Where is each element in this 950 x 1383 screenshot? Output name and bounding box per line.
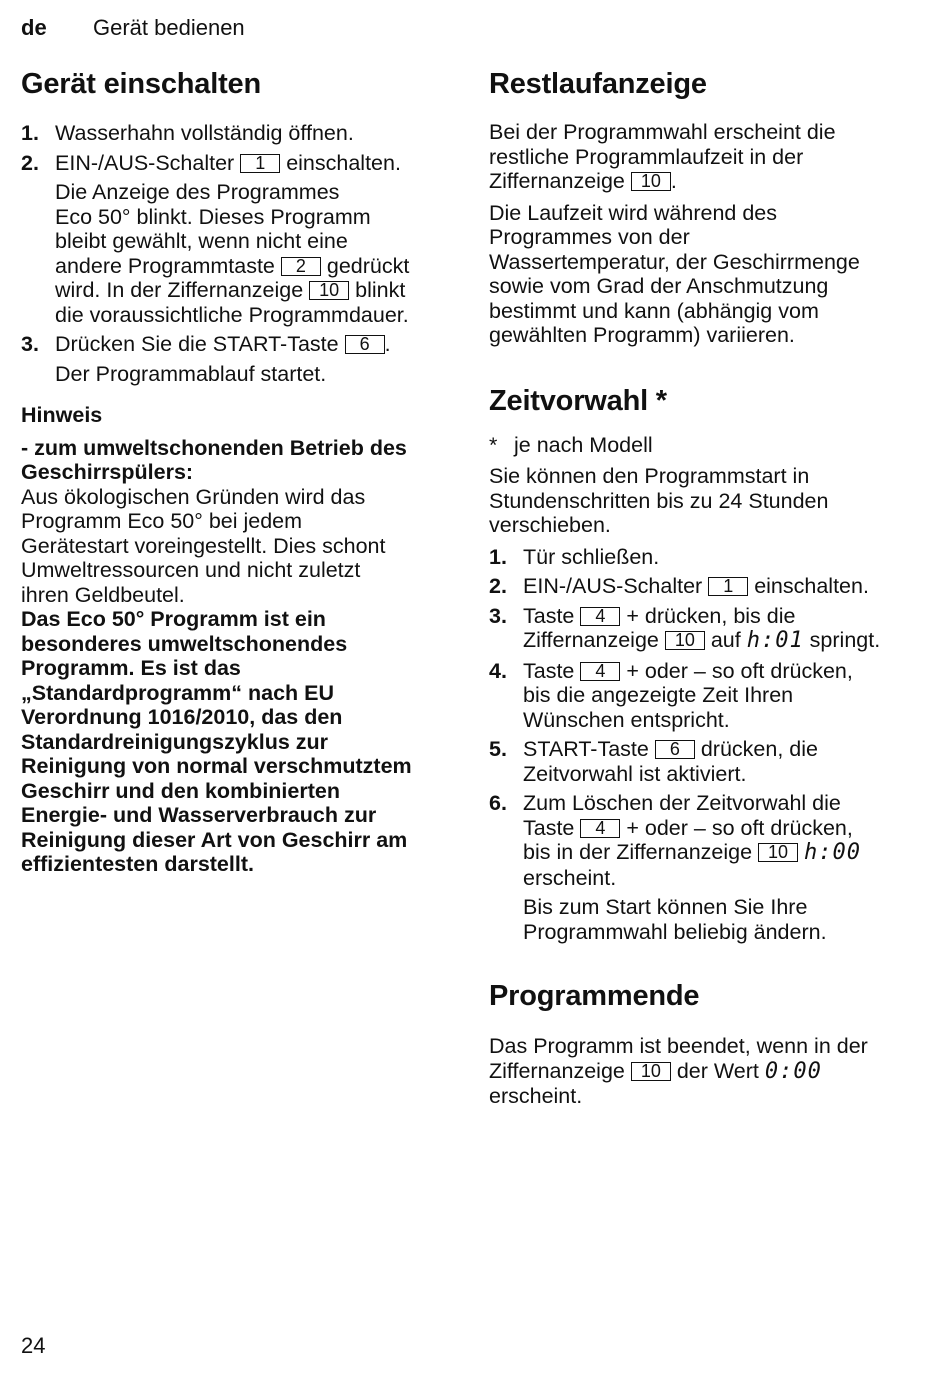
list-item: 3. Taste 4 + drücken, bis die Ziffernanzeige 10 auf h:01 springt.	[489, 603, 881, 653]
page-header	[21, 14, 245, 42]
list-item	[21, 151, 461, 328]
end-paragraph: Das Programm ist beendet, wenn in der Ziffernanzeige 10 der Wert 0:00 erscheint.	[489, 1034, 868, 1108]
step-text: Wasserhahn vollständig öffnen.	[55, 121, 354, 145]
rest-paragraph-1: Bei der Programmwahl erscheint die restliche Programmlaufzeit in der Ziffernanzeige 10 .	[489, 120, 836, 193]
key-symbol: 10	[665, 631, 705, 650]
list-item: 2. EIN-/AUS-Schalter 1 einschalten.	[489, 574, 869, 598]
list-item: 5. START-Taste 6 drücken, die Zeitvorwahl ist aktiviert.	[489, 737, 818, 786]
hint-subtitle: - zum umweltschonenden Betrieb des Geschirrspülers:	[21, 435, 407, 484]
key-symbol: 6	[655, 740, 695, 759]
list-item	[21, 332, 461, 386]
heading-zeitvorwahl: Zeitvorwahl *	[489, 384, 667, 417]
model-note: * je nach Modell	[489, 432, 653, 457]
rest-paragraph-2: Die Laufzeit wird während des Programmes von der Wassertemperatur, der Geschirrmenge sowie vom Grad der Anschmutzung bestimmt und kann (abhängig vom gewählten Programm) variieren.	[489, 200, 860, 347]
key-symbol: 6	[345, 335, 385, 354]
step-text: EIN-/AUS-Schalter 1 einschalten.	[55, 150, 401, 175]
key-symbol: 10	[631, 172, 671, 191]
key-symbol: 1	[708, 577, 748, 596]
key-symbol: 4	[580, 819, 620, 838]
heading-programmende: Programmende	[489, 980, 700, 1012]
display-readout: h:00	[804, 840, 862, 865]
key-symbol: 1	[240, 154, 280, 173]
step-text: Drücken Sie die START-Taste 6 .	[55, 332, 391, 356]
step-number: 1.	[21, 121, 39, 145]
step-number: 3.	[21, 332, 39, 356]
list-item: 1. Tür schließen.	[489, 544, 660, 569]
display-readout: h:01	[746, 628, 804, 653]
key-symbol: 10	[631, 1062, 671, 1081]
hint-title: Hinweis	[21, 403, 103, 427]
left-column	[21, 66, 461, 877]
list-item: 4. Taste 4 + oder – so oft drücken, bis die angezeigte Zeit Ihren Wünschen entspricht.	[489, 658, 853, 732]
page-number: 24	[21, 1333, 46, 1358]
step-subtext: Die Anzeige des Programmes Eco 50° blinkt. Dieses Programm bleibt gewählt, wenn nicht eine andere Programmtaste 2 gedrückt wird. In der Ziffernanzeige 10 blinkt die voraussichtliche Programmdauer.	[55, 180, 410, 327]
key-symbol: 10	[758, 843, 798, 862]
display-readout: 0:00	[764, 1058, 822, 1084]
switch-on-steps	[21, 121, 461, 386]
key-symbol: 4	[580, 662, 620, 681]
heading-geraet-einschalten: Gerät einschalten	[21, 68, 261, 100]
step-number: 2.	[21, 150, 39, 175]
right-column	[489, 66, 929, 1109]
list-item	[21, 121, 461, 146]
hint-bold-text: Das Eco 50° Programm ist ein besonderes umweltschonendes Programm. Es ist das „Standardprogramm“ nach EU Verordnung 1016/2010, das den Standardreinigungszyklus zur Reinigung von normal verschmutztem Geschirr und den kombinierten Energie- und Wasserverbrauch zur Reinigung dieser Art von Geschirr am effizientesten darstellt.	[21, 607, 412, 876]
step-subtext: Der Programmablauf startet.	[55, 361, 327, 386]
key-symbol: 4	[580, 607, 620, 626]
zeit-intro: Sie können den Programmstart in Stundenschritten bis zu 24 Stunden verschieben.	[489, 464, 829, 537]
delay-start-steps	[489, 545, 929, 945]
hint-text: Aus ökologischen Gründen wird das Programm Eco 50° bei jedem Gerätestart voreingestellt. Dies schont Umweltressourcen und nicht zuletzt ihren Geldbeutel.	[21, 484, 386, 607]
key-symbol: 10	[309, 281, 349, 300]
section-title: Gerät bedienen	[93, 15, 245, 40]
language-code: de	[21, 15, 47, 40]
list-item: 6. Zum Löschen der Zeitvorwahl die Taste 4 + oder – so oft drücken, bis in der Ziffernanzeige 10 h:00 erscheint. Bis zum Start können Sie Ihre Programmwahl beliebig ändern.	[489, 791, 862, 944]
heading-restlaufanzeige: Restlaufanzeige	[489, 68, 707, 100]
key-symbol: 2	[281, 257, 321, 276]
